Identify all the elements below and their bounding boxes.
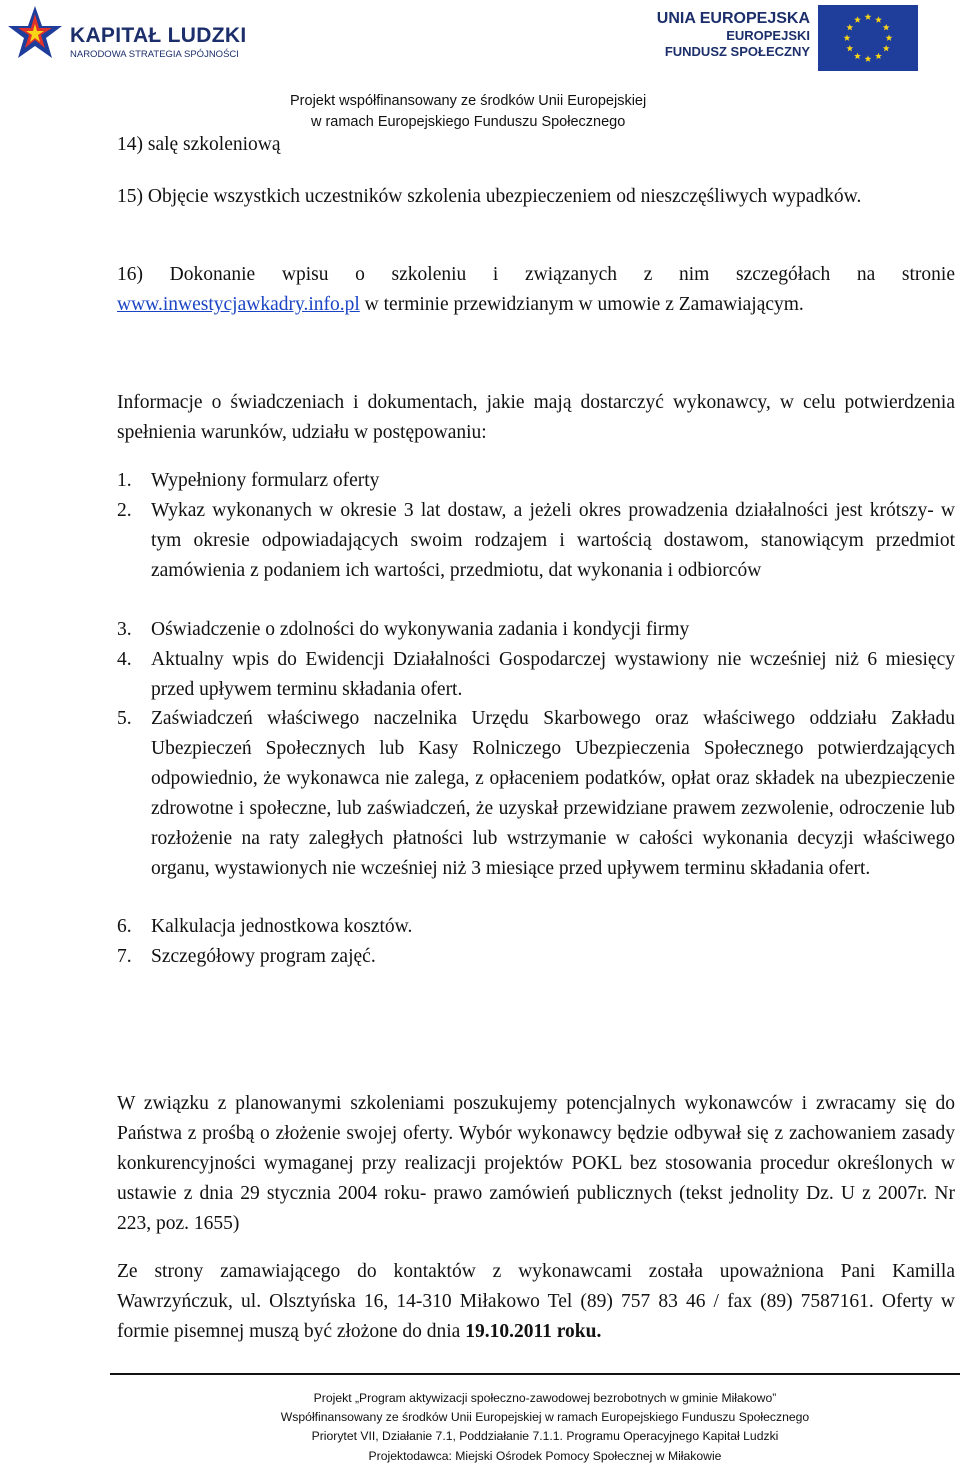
kapital-ludzki-emblem-icon [4,4,66,74]
list-item-number: 1. [117,470,132,491]
item-16-line1: 16) Dokonanie wpisu o szkoleniu i związanych z nim szczegółach na stronie [117,264,955,285]
footer-line2: Współfinansowany ze środków Unii Europejskiej w ramach Europejskiego Funduszu Społecznego [280,1410,810,1425]
item-15: 15) Objęcie wszystkich uczestników szkolenia ubezpieczeniem od nieszczęśliwych wypadków. [117,186,862,207]
list-item [117,912,955,942]
list-item-number: 4. [117,649,132,670]
list-item-number: 6. [117,916,132,937]
list-item-text: Oświadczenie o zdolności do wykonywania zadania i kondycji firmy [151,619,690,640]
item-14: 14) salę szkoleniową [117,134,281,155]
list-item-number: 5. [117,708,132,729]
list-item [117,496,955,586]
contact-text: Ze strony zamawiającego do kontaktów z wykonawcami została upoważniona Pani Kamilla Wawrzyńczuk, ul. Olsztyńska 16, 14-310 Miłakowo Tel (89) 757 83 46 / fax (89) 7587161. Oferty w formie pisemnej muszą być złożone do dnia [117,1261,955,1342]
footer-divider [110,1373,960,1375]
footer [0,1389,960,1466]
footer-line3: Priorytet VII, Działanie 7.1, Poddziałanie 7.1.1. Programu Operacyjnego Kapitał Ludzki [311,1429,779,1444]
list-item-number: 7. [117,946,132,967]
list-item [117,704,955,884]
info-intro: Informacje o świadczeniach i dokumentach, jakie mają dostarczyć wykonawcy, w celu potwierdzenia spełnienia warunków, udziału w postępowaniu: [117,392,955,443]
list-item-text: Zaświadczeń właściwego naczelnika Urzędu Skarbowego oraz właściwego oddziału Zakładu Ubezpieczeń Społecznych lub Kasy Rolniczego Ubezpieczenia Społecznego potwierdzających odpowiednio, że wykonawca nie zalega, z opłaceniem podatków, opłat oraz składek na ubezpieczenie zdrowotne i społeczne, lub zaświadczeń, że uzyskał przewidziane prawem zezwolenie, odroczenie lub rozłożenie na raty zaległych płatności lub wstrzymanie w całości wykonania decyzji właściwego organu, wystawionych nie wcześniej niż 3 miesiące przed upływem terminu składania ofert. [151,708,955,879]
list-item-text: Kalkulacja jednostkowa kosztów. [151,916,413,937]
eu-fund-label [657,10,810,60]
list-item-text: Aktualny wpis do Ewidencji Działalności Gospodarczej wystawiony nie wcześniej niż 6 miesięcy przed upływem terminu składania ofert. [151,649,955,700]
list-item-text: Wypełniony formularz oferty [151,470,380,491]
footer-line1: Projekt „Program aktywizacji społeczno-zawodowej bezrobotnych w gminie Miłakowo” [313,1391,777,1405]
item-16-line2 [117,290,955,320]
eu-flag-icon [818,5,918,71]
kapital-ludzki-logo [4,4,247,74]
deadline-date: 19.10.2011 roku. [465,1321,602,1342]
eu-fund-line1: EUROPEJSKI [726,28,810,43]
list-item [117,645,955,705]
website-link[interactable]: www.inwestycjawkadry.info.pl [117,294,360,315]
list-item-number: 2. [117,500,132,521]
kapital-ludzki-subtitle: NARODOWA STRATEGIA SPÓJNOŚCI [70,49,239,60]
eu-fund-line2: FUNDUSZ SPOŁECZNY [664,44,810,59]
list-item-text: Wykaz wykonanych w okresie 3 lat dostaw, a jeżeli okres prowadzenia działalności jest krótszy- w tym okresie odpowiadających swoim rodzajem i wartością dostawom, stanowiącym przedmiot zamówienia z podaniem ich wartości, przedmiotu, dat wykonania i odbiorców [151,500,955,581]
cofinance-line1: Projekt współfinansowany ze środków Unii Europejskiej [290,93,647,109]
kapital-ludzki-title: KAPITAŁ LUDZKI [70,24,247,47]
item-16-rest: w terminie przewidzianym w umowie z Zamawiającym. [359,294,804,315]
eu-title: UNIA EUROPEJSKA [656,10,810,27]
list-item [117,615,955,645]
footer-line4: Projektodawca: Miejski Ośrodek Pomocy Społecznej w Miłakowie [368,1448,722,1463]
list-item [117,942,955,972]
cofinance-line2: w ramach Europejskiego Funduszu Społecznego [310,114,626,130]
cofinance-note [290,91,646,133]
list-item [117,466,955,496]
list-item-text: Szczegółowy program zajęć. [151,946,376,967]
list-item-number: 3. [117,619,132,640]
closing-paragraph-2 [117,1257,955,1347]
closing-paragraph-1: W związku z planowanymi szkoleniami poszukujemy potencjalnych wykonawców i zwracamy się do Państwa z prośbą o złożenie swojej oferty. Wybór wykonawcy będzie odbywał się z zachowaniem zasady konkurencyjności wymaganej przy realizacji projektów POKL bez stosowania procedur określonych w ustawie z dnia 29 stycznia 2004 roku- prawo zamówień publicznych (tekst jednolity Dz. U z 2007r. Nr 223, poz. 1655) [117,1093,955,1234]
